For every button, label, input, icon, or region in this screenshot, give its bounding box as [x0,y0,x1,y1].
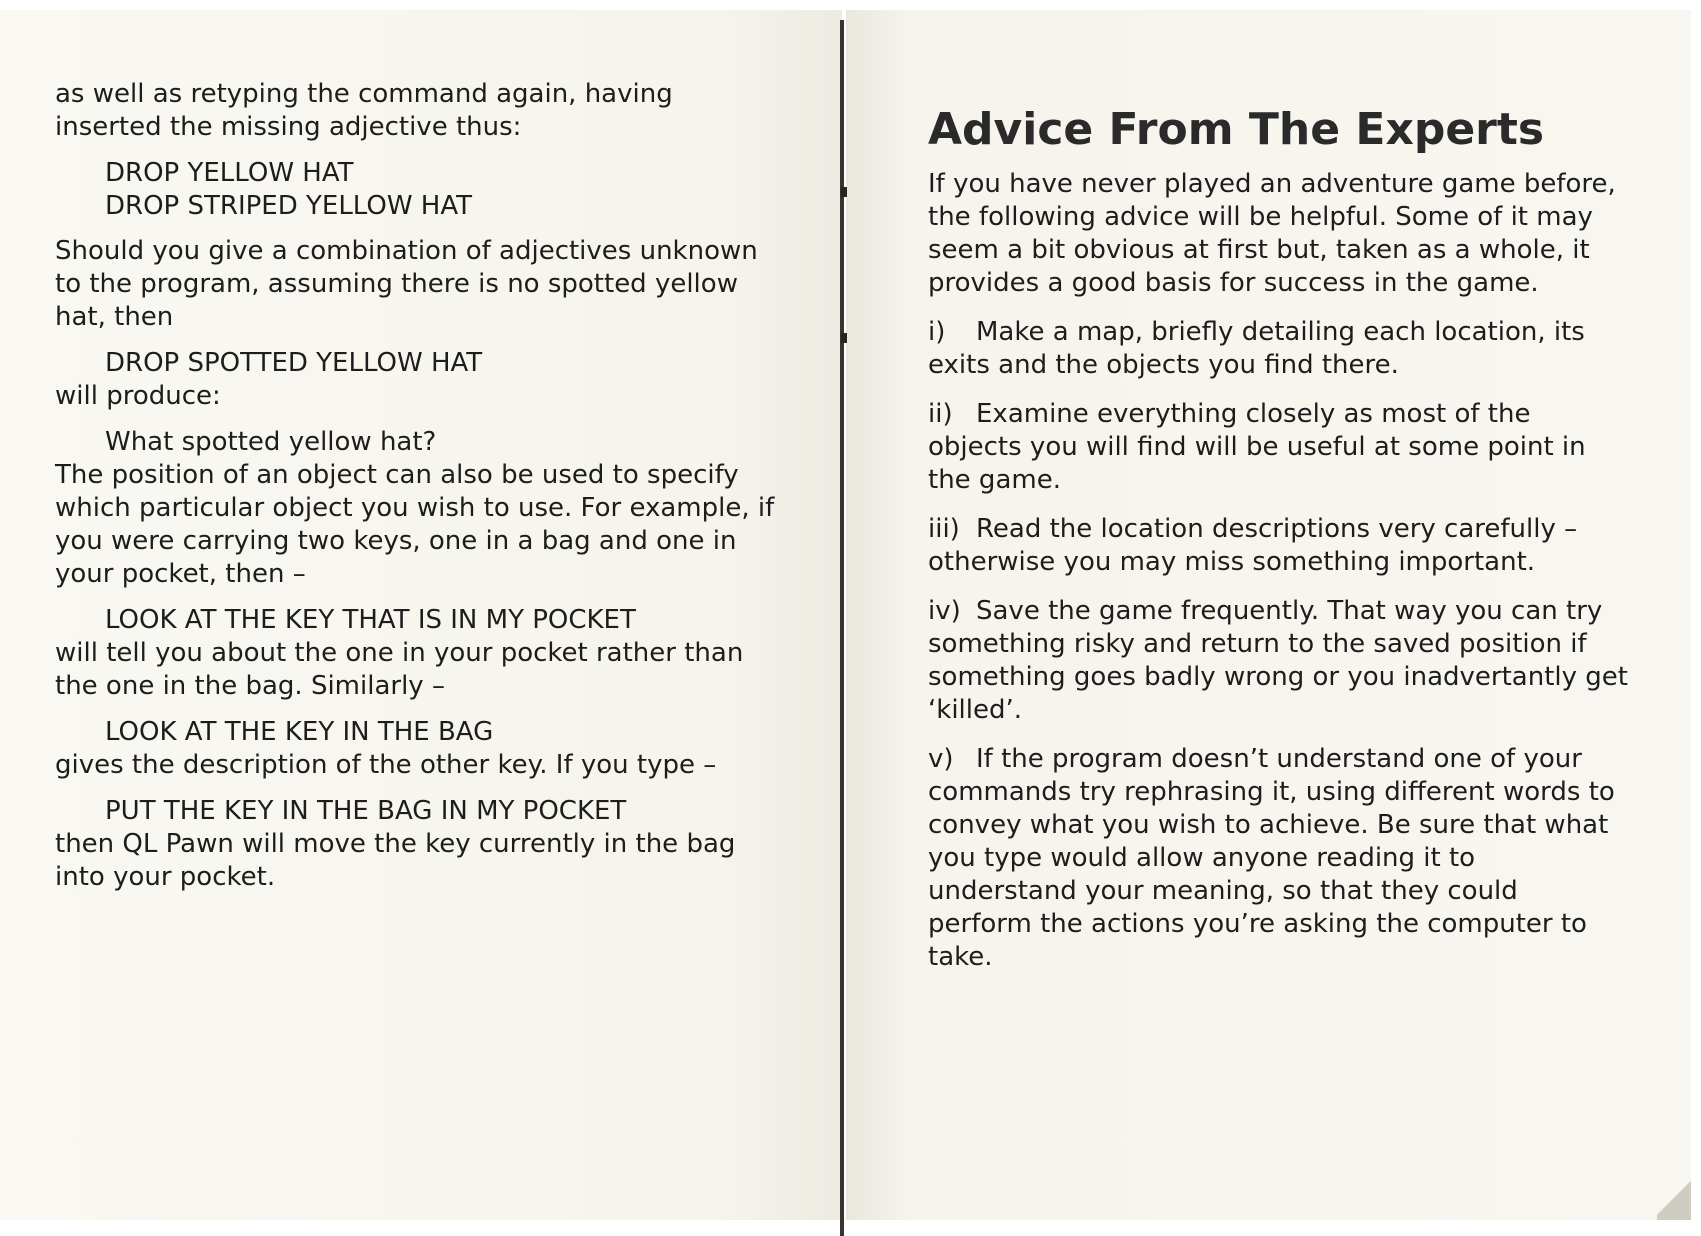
paragraph: Should you give a combination of adjectives unknown to the program, assuming there is no spotted yellow hat, then [55,236,758,332]
left-page-text [55,78,775,907]
tip-text: Read the location descriptions very carefully – otherwise you may miss something important. [928,514,1578,577]
tip-number: ii) [928,399,953,429]
tip-text: If the program doesn’t understand one of your commands try rephrasing it, using different words to convey what you wish to achieve. Be sure that what you type would allow anyone reading it to understand your meaning, so that they could perform the actions you’re asking the computer to take. [928,744,1615,972]
booklet-spine [840,20,844,1236]
tip-number: iv) [928,596,961,626]
program-response: What spotted yellow hat? [105,427,437,457]
tip-text: Examine everything closely as most of the objects you will find will be useful at some point in the game. [928,399,1586,495]
paragraph: then QL Pawn will move the key currently in the bag into your pocket. [55,829,736,892]
command-example: DROP STRIPED YELLOW HAT [105,191,472,221]
paragraph: as well as retyping the command again, having inserted the missing adjective thus: [55,79,673,142]
tip-item [928,398,1628,497]
tip-number: v) [928,744,954,774]
command-example: LOOK AT THE KEY THAT IS IN MY POCKET [105,605,636,635]
paragraph: will tell you about the one in your pocket rather than the one in the bag. Similarly – [55,638,744,701]
staple-top [841,187,847,197]
page-title: Advice From The Experts [928,104,1545,155]
command-example: DROP YELLOW HAT [105,158,354,188]
page-corner-fold [1657,1176,1691,1220]
right-page-text [928,102,1628,990]
tip-text: Make a map, briefly detailing each location, its exits and the objects you find there. [928,317,1585,380]
paragraph: will produce: [55,381,221,411]
command-group [55,157,775,223]
command-example: DROP SPOTTED YELLOW HAT [105,348,483,378]
tip-item [928,316,1628,382]
intro-paragraph: If you have never played an adventure game before, the following advice will be helpful. Some of it may seem a bit obvious at first but, taken as a whole, it provides a good basis for success in the game. [928,169,1616,298]
tip-number: iii) [928,514,960,544]
tip-item [928,513,1628,579]
tip-item [928,595,1628,727]
tip-text: Save the game frequently. That way you can try something risky and return to the saved position if something goes badly wrong or you inadvertantly get ‘killed’. [928,596,1628,725]
tip-item [928,743,1628,974]
command-example: LOOK AT THE KEY IN THE BAG [105,717,494,747]
tip-number: i) [928,317,946,347]
paragraph: gives the description of the other key. If you type – [55,750,717,780]
command-example: PUT THE KEY IN THE BAG IN MY POCKET [105,796,627,826]
staple-bottom [841,333,847,343]
paragraph: The position of an object can also be used to specify which particular object you wish to use. For example, if you were carrying two keys, one in a bag and one in your pocket, then – [55,460,775,589]
